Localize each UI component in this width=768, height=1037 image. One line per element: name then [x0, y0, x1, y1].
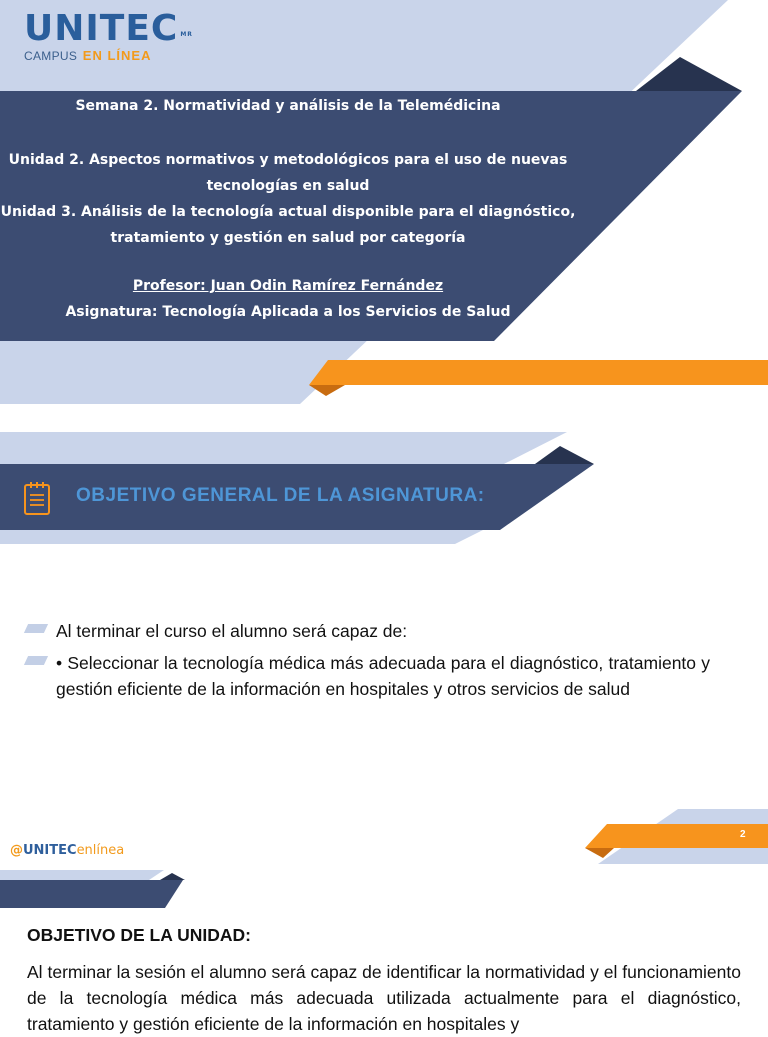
logo-campus: CAMPUS: [24, 49, 78, 63]
logo-enlinea: EN LÍNEA: [82, 48, 152, 63]
page-number: 2: [740, 829, 746, 840]
unit2-line2: tecnologías en salud: [206, 178, 370, 194]
social-handle: [10, 843, 124, 858]
list-item: [26, 650, 710, 702]
handle-unitec: UNITEC: [23, 843, 77, 858]
bullet-text: Al terminar el curso el alumno será capaz de:: [56, 621, 408, 641]
unitec-logo: [24, 8, 193, 63]
unit3-line2: tratamiento y gestión en salud por categoría: [110, 230, 466, 246]
handle-enlinea: enlínea: [76, 843, 125, 858]
notepad-icon: [22, 480, 52, 516]
bullet-marker-icon: [24, 624, 48, 633]
handle-at: @: [10, 843, 23, 858]
logo-wordmark: UNITEC: [24, 8, 179, 49]
bullet-marker-icon: [24, 656, 48, 665]
professor-name: Profesor: Juan Odin Ramírez Fernández: [132, 278, 444, 294]
objective-bullets: [26, 618, 710, 702]
list-item: [26, 618, 710, 644]
unit3-line1: Unidad 3. Análisis de la tecnología actual disponible para el diagnóstico,: [0, 204, 576, 220]
subject-name: Asignatura: Tecnología Aplicada a los Servicios de Salud: [65, 304, 511, 320]
unit-objective-slide: [0, 870, 768, 1034]
unit2-line1: Unidad 2. Aspectos normativos y metodológicos para el uso de nuevas: [8, 152, 568, 168]
title-slide: [0, 0, 768, 404]
logo-trademark: MR: [180, 31, 193, 38]
unit-objective-paragraph: Al terminar la sesión el alumno será capaz de identificar la normatividad y el funcionamiento de la tecnología médica más adecuada utilizada actualmente para el diagnóstico, tratamiento y gestión eficiente de la información en hospitales y: [27, 962, 741, 1034]
objective-slide: [0, 404, 768, 870]
bullet-text: • Seleccionar la tecnología médica más adecuada para el diagnóstico, tratamiento y gestión eficiente de la información en hospitales y otros servicios de salud: [56, 653, 710, 699]
week-title: Semana 2. Normatividad y análisis de la Telemédicina: [75, 98, 501, 114]
unit-objective-heading: OBJETIVO DE LA UNIDAD:: [27, 925, 251, 945]
title-block: [0, 93, 576, 325]
general-objective-heading: OBJETIVO GENERAL DE LA ASIGNATURA:: [76, 485, 485, 506]
